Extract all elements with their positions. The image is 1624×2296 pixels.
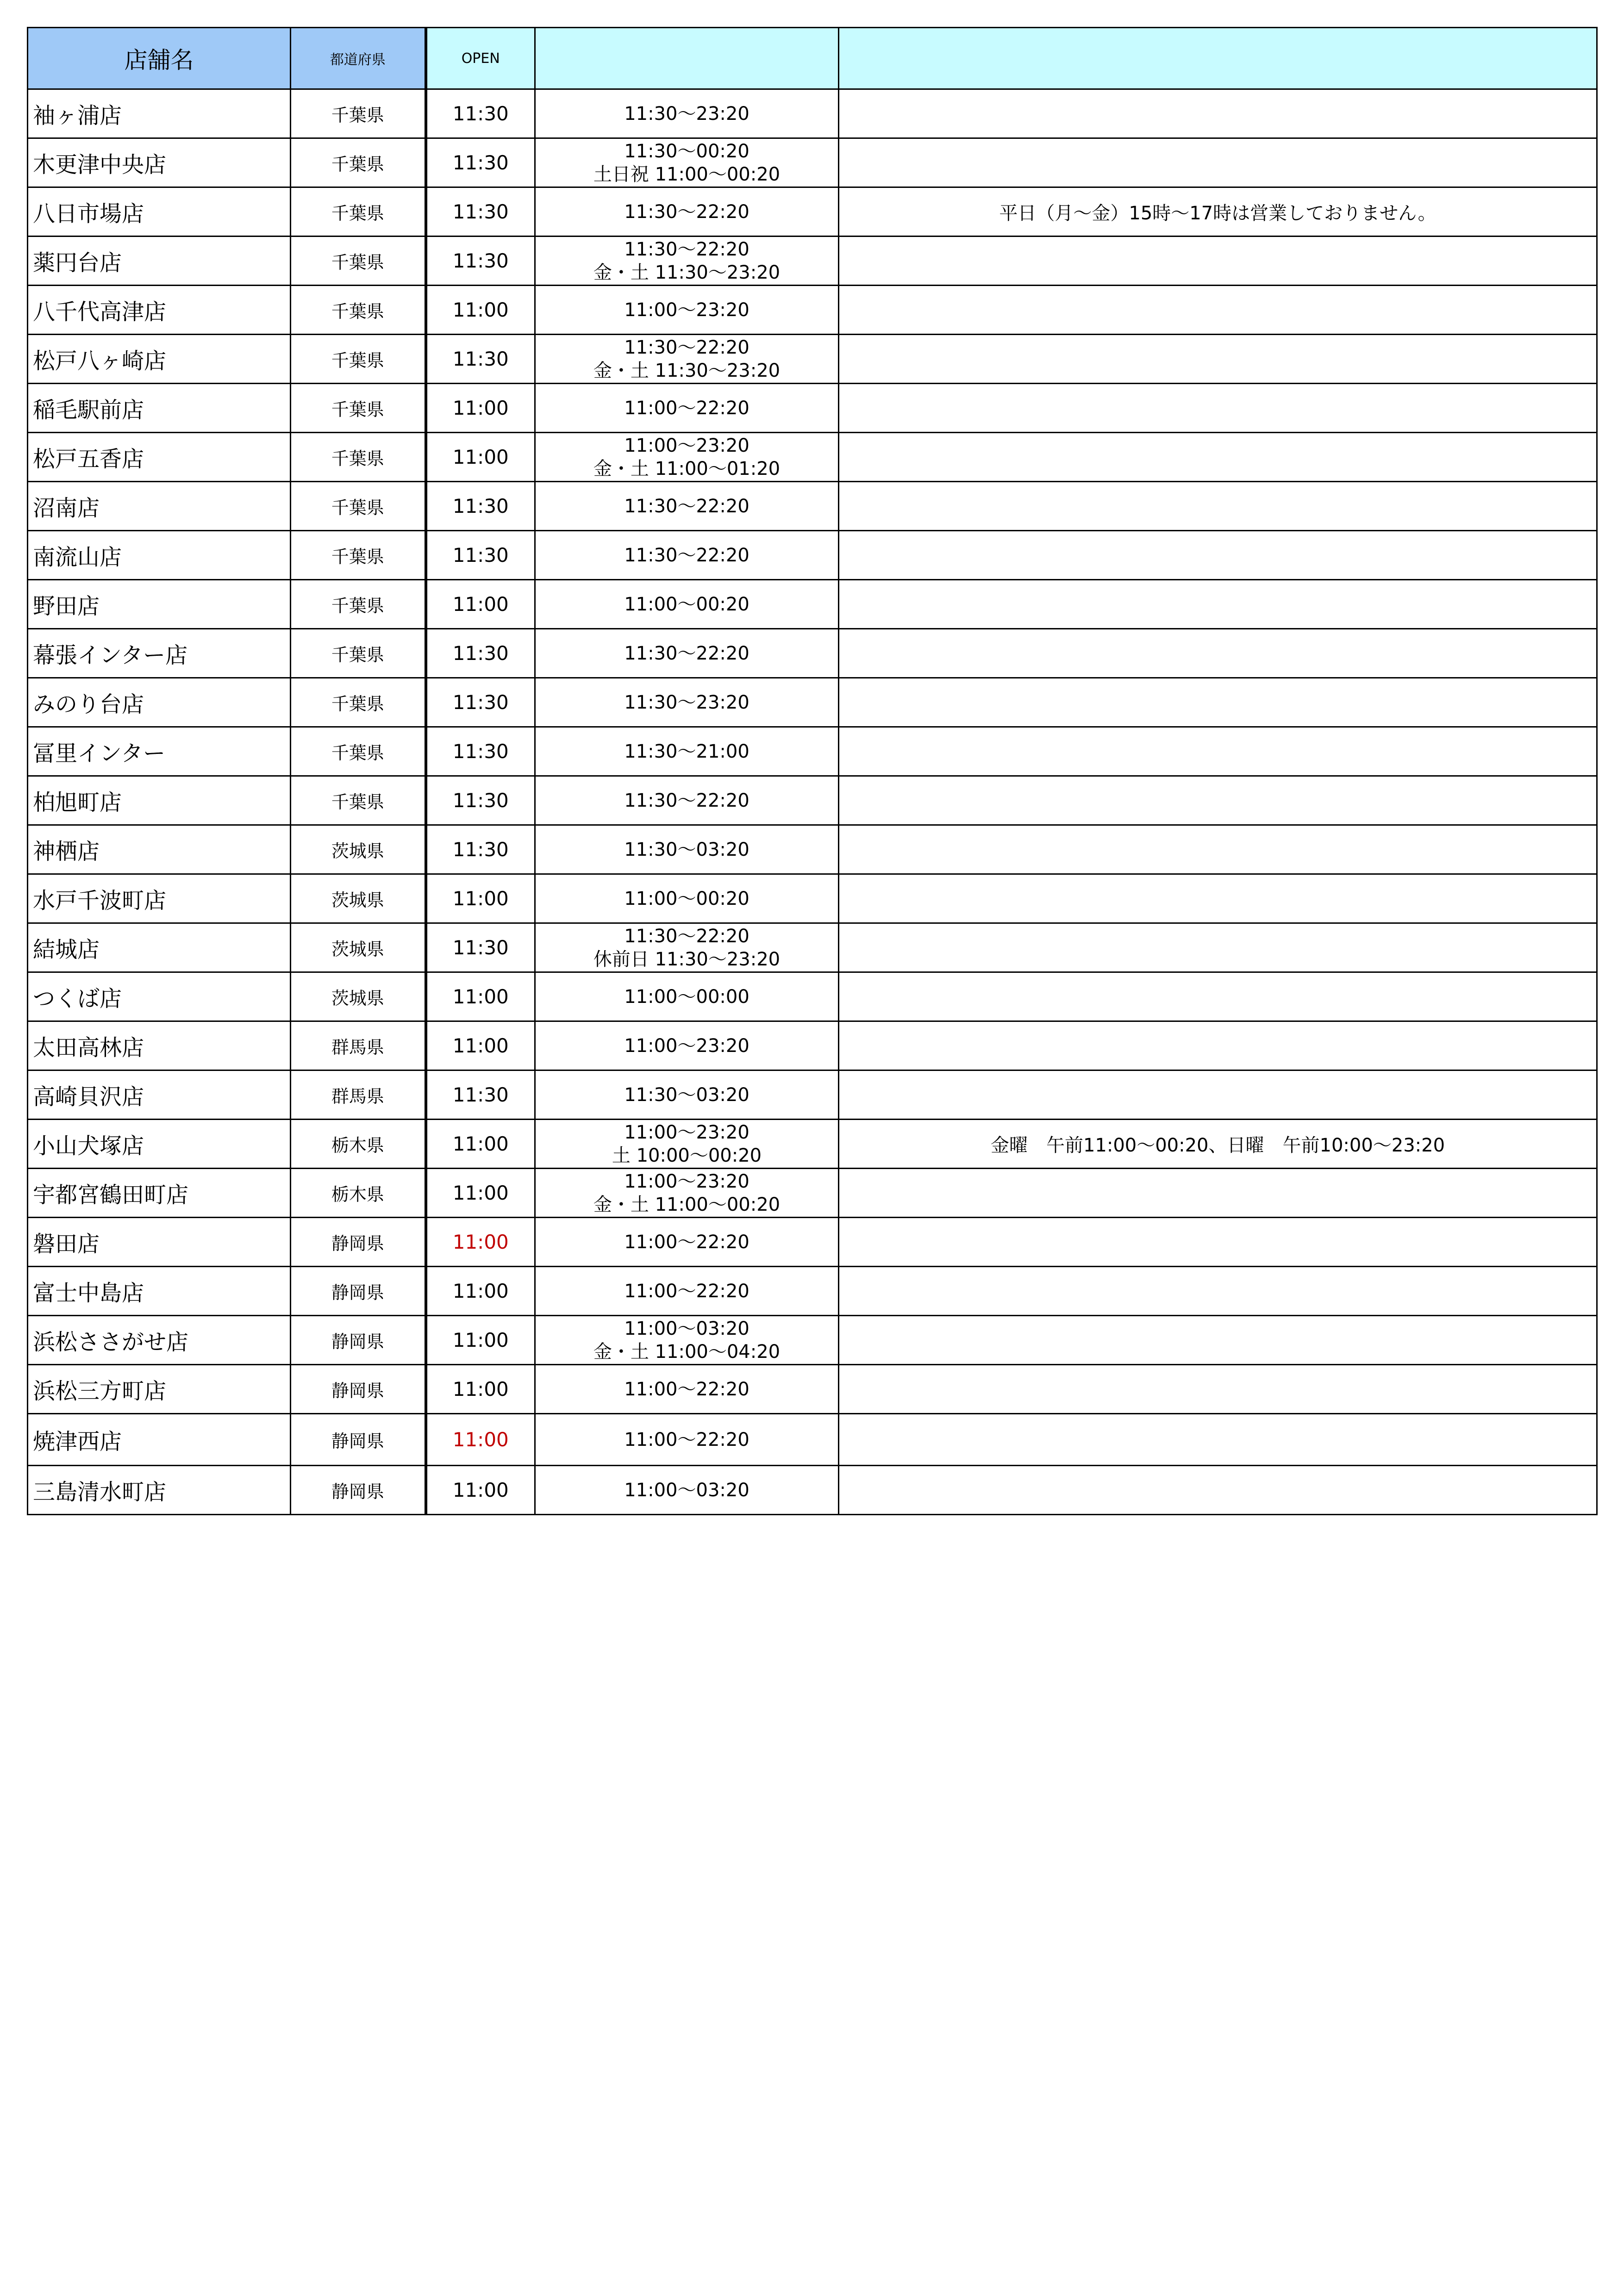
business-hours <box>535 1267 839 1316</box>
business-hours-line: 11:00～22:20 <box>624 1378 750 1400</box>
open-time: 11:00 <box>426 580 535 629</box>
store-name: 浜松ささがせ店 <box>28 1316 291 1365</box>
store-name: 結城店 <box>28 923 291 972</box>
business-hours <box>535 1070 839 1120</box>
business-hours <box>535 580 839 629</box>
business-hours-line: 金・土 11:30～23:20 <box>593 360 781 381</box>
business-hours <box>535 825 839 874</box>
table-row <box>28 1316 1597 1365</box>
table-row <box>28 629 1597 678</box>
note <box>839 923 1597 972</box>
open-time: 11:00 <box>426 286 535 335</box>
prefecture: 千葉県 <box>291 138 426 187</box>
table-row <box>28 433 1597 482</box>
open-time: 11:00 <box>426 874 535 923</box>
open-time: 11:30 <box>426 923 535 972</box>
note <box>839 874 1597 923</box>
header-store-name: 店舗名 <box>28 28 291 89</box>
prefecture: 千葉県 <box>291 678 426 727</box>
prefecture: 千葉県 <box>291 433 426 482</box>
prefecture: 千葉県 <box>291 187 426 236</box>
business-hours <box>535 236 839 286</box>
note <box>839 629 1597 678</box>
business-hours-line: 11:00～23:20 <box>624 435 750 456</box>
store-name: 松戸五香店 <box>28 433 291 482</box>
prefecture: 茨城県 <box>291 874 426 923</box>
table-row <box>28 1218 1597 1267</box>
business-hours <box>535 89 839 138</box>
open-time: 11:00 <box>426 972 535 1021</box>
business-hours-line: 11:30～00:20 <box>624 140 750 162</box>
open-time: 11:00 <box>426 1414 535 1466</box>
table-row <box>28 482 1597 531</box>
store-name: 小山犬塚店 <box>28 1120 291 1169</box>
store-name: 焼津西店 <box>28 1414 291 1466</box>
note <box>839 776 1597 825</box>
open-time: 11:30 <box>426 1070 535 1120</box>
store-name: 磐田店 <box>28 1218 291 1267</box>
store-name: 南流山店 <box>28 531 291 580</box>
business-hours-line: 11:30～23:20 <box>624 103 750 124</box>
prefecture: 静岡県 <box>291 1267 426 1316</box>
prefecture: 栃木県 <box>291 1120 426 1169</box>
table-row <box>28 335 1597 384</box>
store-name: 八日市場店 <box>28 187 291 236</box>
note <box>839 236 1597 286</box>
open-time: 11:30 <box>426 89 535 138</box>
prefecture: 栃木県 <box>291 1169 426 1218</box>
business-hours-line: 金・土 11:00～00:20 <box>593 1194 781 1215</box>
prefecture: 千葉県 <box>291 776 426 825</box>
header-note <box>839 28 1597 89</box>
open-time: 11:00 <box>426 433 535 482</box>
open-time: 11:00 <box>426 1169 535 1218</box>
business-hours <box>535 1169 839 1218</box>
note <box>839 531 1597 580</box>
business-hours-line: 11:30～22:20 <box>624 495 750 517</box>
business-hours-line: 11:30～22:20 <box>624 790 750 811</box>
table-row <box>28 1070 1597 1120</box>
open-time: 11:00 <box>426 1466 535 1515</box>
open-time: 11:00 <box>426 1218 535 1267</box>
table-row <box>28 138 1597 187</box>
table-row <box>28 286 1597 335</box>
note <box>839 482 1597 531</box>
table-row <box>28 727 1597 776</box>
business-hours-line: 11:30～23:20 <box>624 691 750 713</box>
prefecture: 茨城県 <box>291 972 426 1021</box>
table-row <box>28 1021 1597 1070</box>
prefecture: 静岡県 <box>291 1365 426 1414</box>
table-row <box>28 580 1597 629</box>
table-row <box>28 1267 1597 1316</box>
open-time: 11:00 <box>426 1316 535 1365</box>
business-hours <box>535 972 839 1021</box>
table-row <box>28 923 1597 972</box>
business-hours-line: 11:30～03:20 <box>624 839 750 860</box>
open-time: 11:30 <box>426 776 535 825</box>
prefecture: 静岡県 <box>291 1316 426 1365</box>
business-hours <box>535 776 839 825</box>
table-row <box>28 89 1597 138</box>
business-hours <box>535 923 839 972</box>
note <box>839 89 1597 138</box>
prefecture: 千葉県 <box>291 384 426 433</box>
business-hours-line: 11:00～23:20 <box>624 1170 750 1192</box>
table-row <box>28 678 1597 727</box>
table-header-row <box>28 28 1597 89</box>
table-row <box>28 1466 1597 1515</box>
note <box>839 1316 1597 1365</box>
prefecture: 静岡県 <box>291 1466 426 1515</box>
prefecture: 千葉県 <box>291 531 426 580</box>
prefecture: 千葉県 <box>291 236 426 286</box>
business-hours <box>535 138 839 187</box>
business-hours-line: 11:30～21:00 <box>624 740 750 762</box>
store-name: 薬円台店 <box>28 236 291 286</box>
table-row <box>28 1169 1597 1218</box>
header-hours <box>535 28 839 89</box>
store-name: 木更津中央店 <box>28 138 291 187</box>
business-hours-line: 金・土 11:00～04:20 <box>593 1341 781 1363</box>
prefecture: 静岡県 <box>291 1414 426 1466</box>
store-name: 神栖店 <box>28 825 291 874</box>
note <box>839 1169 1597 1218</box>
note <box>839 1414 1597 1466</box>
business-hours-line: 11:30～22:20 <box>624 201 750 223</box>
open-time: 11:30 <box>426 482 535 531</box>
store-name: 沼南店 <box>28 482 291 531</box>
store-name: 冨里インター <box>28 727 291 776</box>
store-name: 袖ヶ浦店 <box>28 89 291 138</box>
business-hours-line: 11:00～00:20 <box>624 593 750 615</box>
header-open: OPEN <box>426 28 535 89</box>
table-row <box>28 972 1597 1021</box>
note <box>839 1466 1597 1515</box>
table-row <box>28 1120 1597 1169</box>
store-name: 宇都宮鶴田町店 <box>28 1169 291 1218</box>
open-time: 11:30 <box>426 531 535 580</box>
business-hours-line: 11:00～00:00 <box>624 986 750 1008</box>
business-hours <box>535 335 839 384</box>
note <box>839 580 1597 629</box>
business-hours-line: 11:00～22:20 <box>624 1429 750 1450</box>
business-hours <box>535 629 839 678</box>
store-name: 幕張インター店 <box>28 629 291 678</box>
business-hours <box>535 384 839 433</box>
business-hours-line: 11:00～03:20 <box>624 1479 750 1501</box>
note <box>839 727 1597 776</box>
store-name: 浜松三方町店 <box>28 1365 291 1414</box>
prefecture: 群馬県 <box>291 1021 426 1070</box>
store-name: 三島清水町店 <box>28 1466 291 1515</box>
open-time: 11:30 <box>426 187 535 236</box>
business-hours <box>535 286 839 335</box>
business-hours <box>535 874 839 923</box>
store-hours-table <box>27 27 1598 1515</box>
business-hours-line: 11:00～00:20 <box>624 888 750 909</box>
business-hours-line: 11:00～23:20 <box>624 1035 750 1057</box>
open-time: 11:30 <box>426 236 535 286</box>
business-hours-line: 11:00～22:20 <box>624 1280 750 1302</box>
table-body <box>28 89 1597 1515</box>
note <box>839 384 1597 433</box>
store-name: 野田店 <box>28 580 291 629</box>
business-hours <box>535 531 839 580</box>
business-hours-line: 土日祝 11:00～00:20 <box>593 163 781 185</box>
note <box>839 138 1597 187</box>
business-hours-line: 11:30～22:20 <box>624 238 750 260</box>
open-time: 11:00 <box>426 1365 535 1414</box>
note <box>839 1365 1597 1414</box>
business-hours-line: 11:30～22:20 <box>624 925 750 947</box>
header-prefecture: 都道府県 <box>291 28 426 89</box>
prefecture: 千葉県 <box>291 286 426 335</box>
table-row <box>28 1365 1597 1414</box>
prefecture: 茨城県 <box>291 825 426 874</box>
note <box>839 1218 1597 1267</box>
note <box>839 335 1597 384</box>
open-time: 11:30 <box>426 727 535 776</box>
note <box>839 1267 1597 1316</box>
store-name: みのり台店 <box>28 678 291 727</box>
business-hours <box>535 1218 839 1267</box>
store-name: 松戸八ヶ崎店 <box>28 335 291 384</box>
store-name: 水戸千波町店 <box>28 874 291 923</box>
open-time: 11:30 <box>426 825 535 874</box>
open-time: 11:00 <box>426 384 535 433</box>
table-row <box>28 776 1597 825</box>
note: 平日（月～金）15時～17時は営業しておりません。 <box>839 187 1597 236</box>
open-time: 11:00 <box>426 1120 535 1169</box>
business-hours <box>535 1414 839 1466</box>
store-name: つくば店 <box>28 972 291 1021</box>
business-hours-line: 土 10:00～00:20 <box>612 1145 762 1166</box>
prefecture: 千葉県 <box>291 89 426 138</box>
business-hours <box>535 678 839 727</box>
prefecture: 千葉県 <box>291 580 426 629</box>
prefecture: 静岡県 <box>291 1218 426 1267</box>
business-hours-line: 11:00～23:20 <box>624 1121 750 1143</box>
table-row <box>28 531 1597 580</box>
open-time: 11:30 <box>426 629 535 678</box>
business-hours <box>535 482 839 531</box>
business-hours-line: 金・土 11:00～01:20 <box>593 458 781 479</box>
table-row <box>28 384 1597 433</box>
store-name: 柏旭町店 <box>28 776 291 825</box>
business-hours-line: 11:00～22:20 <box>624 1231 750 1253</box>
store-name: 稲毛駅前店 <box>28 384 291 433</box>
open-time: 11:30 <box>426 335 535 384</box>
store-name: 富士中島店 <box>28 1267 291 1316</box>
note <box>839 1021 1597 1070</box>
prefecture: 千葉県 <box>291 482 426 531</box>
table-row <box>28 1414 1597 1466</box>
open-time: 11:00 <box>426 1021 535 1070</box>
open-time: 11:30 <box>426 678 535 727</box>
business-hours-line: 11:30～03:20 <box>624 1084 750 1106</box>
business-hours <box>535 1316 839 1365</box>
business-hours-line: 11:30～22:20 <box>624 642 750 664</box>
business-hours-line: 休前日 11:30～23:20 <box>593 948 781 970</box>
prefecture: 茨城県 <box>291 923 426 972</box>
note <box>839 1070 1597 1120</box>
note <box>839 433 1597 482</box>
business-hours <box>535 1120 839 1169</box>
business-hours-line: 11:00～23:20 <box>624 299 750 321</box>
business-hours <box>535 433 839 482</box>
prefecture: 千葉県 <box>291 629 426 678</box>
table-row <box>28 187 1597 236</box>
prefecture: 千葉県 <box>291 335 426 384</box>
business-hours-line: 11:30～22:20 <box>624 336 750 358</box>
business-hours <box>535 187 839 236</box>
business-hours <box>535 727 839 776</box>
business-hours-line: 11:00～03:20 <box>624 1318 750 1339</box>
prefecture: 千葉県 <box>291 727 426 776</box>
business-hours <box>535 1365 839 1414</box>
store-name: 八千代高津店 <box>28 286 291 335</box>
open-time: 11:30 <box>426 138 535 187</box>
business-hours-line: 金・土 11:30～23:20 <box>593 261 781 283</box>
note <box>839 825 1597 874</box>
table-row <box>28 236 1597 286</box>
store-name: 太田高林店 <box>28 1021 291 1070</box>
table-row <box>28 874 1597 923</box>
store-name: 高崎貝沢店 <box>28 1070 291 1120</box>
table-row <box>28 825 1597 874</box>
note: 金曜 午前11:00～00:20、日曜 午前10:00～23:20 <box>839 1120 1597 1169</box>
note <box>839 678 1597 727</box>
note <box>839 286 1597 335</box>
business-hours-line: 11:00～22:20 <box>624 397 750 419</box>
open-time: 11:00 <box>426 1267 535 1316</box>
note <box>839 972 1597 1021</box>
business-hours-line: 11:30～22:20 <box>624 544 750 566</box>
business-hours <box>535 1021 839 1070</box>
business-hours <box>535 1466 839 1515</box>
prefecture: 群馬県 <box>291 1070 426 1120</box>
